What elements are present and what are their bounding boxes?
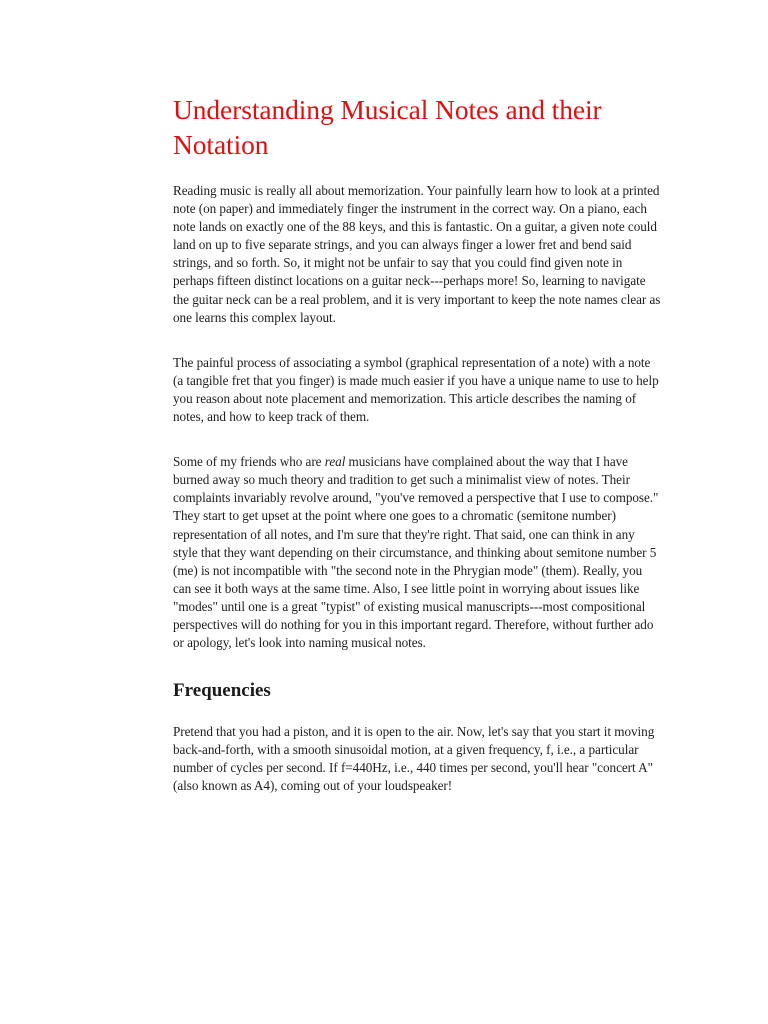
paragraph-musicians-text-start: Some of my friends who are (173, 454, 325, 470)
paragraph-frequencies: Pretend that you had a piston, and it is open to the air. Now, let's say that you start it moving back-and-forth, with a smooth sinusoidal motion, at a given frequency, f, i.e., a particular number of cycles per second. If f=440Hz, i.e., 440 times per second, you'll hear "concert A" (also known as A4), coming out of your loudspeaker! (173, 724, 655, 794)
page-title: Understanding Musical Notes and their Notation (173, 94, 602, 160)
paragraph-intro: Reading music is really all about memorization. Your painfully learn how to look at a printed note (on paper) and immediately finger the instrument in the correct way. On a piano, each note lands on exactly one of the 88 keys, and this is fantastic. On a guitar, a given note could land on up to five separate strings, and you can always finger a lower fret and bend said strings, and so forth. So, it might not be unfair to say that you could find given note in perhaps fifteen distinct locations on a guitar neck---perhaps more! So, learning to navigate the guitar neck can be a real problem, and it is very important to keep the note names clear as one learns this complex layout. (173, 183, 661, 325)
emphasis-real: real (324, 454, 346, 470)
paragraph-musicians-text-end: musicians have complained about the way that I have burned away so much theory and tradition to get such a minimalist view of notes. Their complaints invariably revolve around, "you've removed a perspective that I use to compose." They start to get upset at the point where one goes to a chromatic (semitone number) representation of all notes, and I'm sure that they're right. That said, one can think in any style that they want depending on their circumstance, and thinking about semitone number 5 (me) is not incompatible with "the second note in the Phrygian mode" (them). Really, you can see it both ways at the same time. Also, I see little point in worrying about issues like "modes" until one is a great "typist" of existing musical manuscripts---most compositional perspectives will do nothing for you in this important regard. Therefore, without further ado or apology, let's look into naming musical notes. (173, 454, 659, 651)
section-heading-frequencies: Frequencies (173, 680, 271, 702)
paragraph-symbols: The painful process of associating a symbol (graphical representation of a note) with a note (a tangible fret that you finger) is made much easier if you have a unique name to use to help you reason about note placement and memorization. This article describes the naming of notes, and how to keep track of them. (173, 354, 659, 425)
paragraph-musicians (173, 453, 661, 652)
document-page (173, 92, 661, 823)
